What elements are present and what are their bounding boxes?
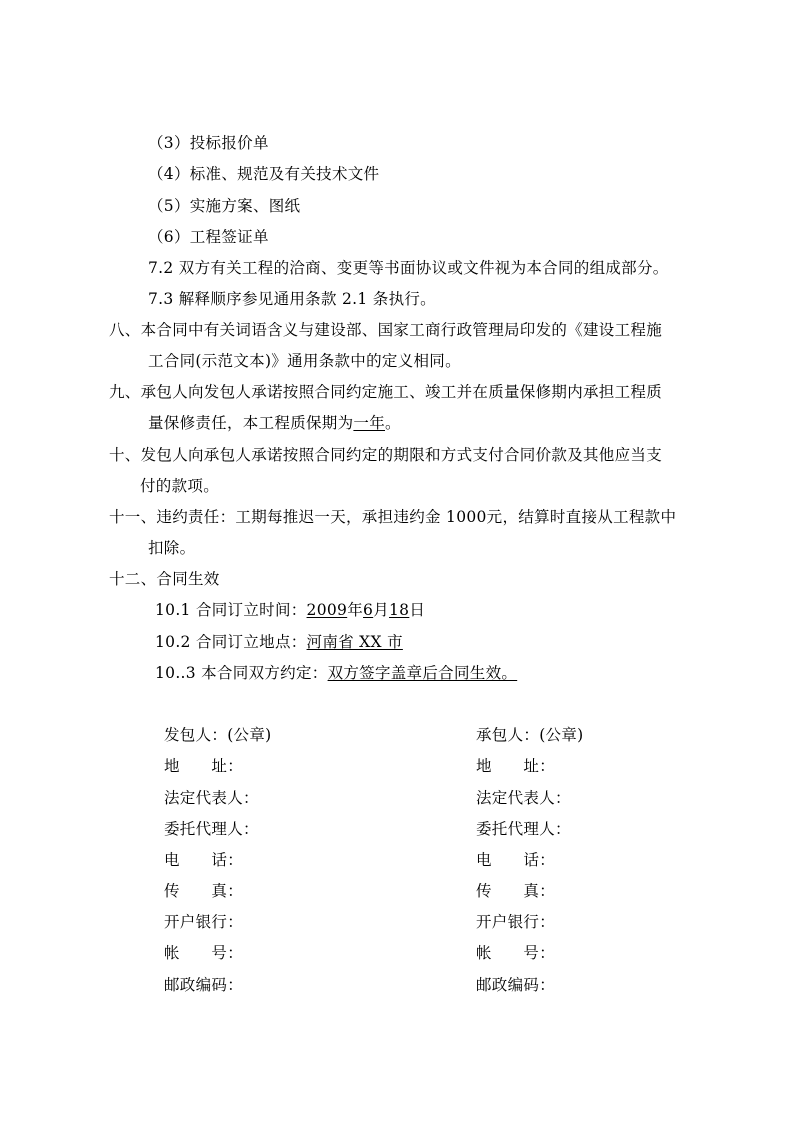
clause-11-line-1: 十一、违约责任：工期每推迟一天，承担违约金 1000元，结算时直接从工程款中 xyxy=(109,508,677,526)
item-5: （5）实施方案、图纸 xyxy=(148,197,301,215)
date-month-unit: 月 xyxy=(373,601,389,619)
employer-fax: 传 真： xyxy=(164,882,244,900)
place-label: 10.2 合同订立地点： xyxy=(155,633,307,651)
clause-12-heading: 十二、合同生效 xyxy=(109,570,220,588)
employer-account: 帐 号： xyxy=(164,944,244,962)
contractor-legal-rep: 法定代表人： xyxy=(476,789,571,807)
clause-10-line-1: 十、发包人向承包人承诺按照合同约定的期限和方式支付合同价款及其他应当支 xyxy=(109,446,663,464)
clause-7-3: 7.3 解释顺序参见通用条款 2.1 条执行。 xyxy=(148,290,436,308)
agreement-label: 10..3 本合同双方约定： xyxy=(155,664,328,682)
contractor-bank: 开户银行： xyxy=(476,913,556,931)
contract-agreement-line xyxy=(155,663,517,683)
item-3: （3）投标报价单 xyxy=(148,134,269,152)
clause-7-2: 7.2 双方有关工程的洽商、变更等书面协议或文件视为本合同的组成部分。 xyxy=(148,259,669,277)
contract-date-line xyxy=(155,600,425,620)
clause-9-line-2 xyxy=(148,413,401,433)
warranty-period: 一年 xyxy=(353,414,386,432)
clause-8-line-2: 工合同(示范文本)》通用条款中的定义相同。 xyxy=(148,352,461,370)
contractor-address: 地 址： xyxy=(476,757,556,775)
contract-place: 河南省 XX 市 xyxy=(306,633,403,651)
contractor-fax: 传 真： xyxy=(476,882,556,900)
item-6: （6）工程签证单 xyxy=(148,228,269,246)
contractor-account: 帐 号： xyxy=(476,944,556,962)
date-year: 2009 xyxy=(306,601,348,619)
employer-seal: 发包人：(公章) xyxy=(164,726,272,744)
employer-address: 地 址： xyxy=(164,757,244,775)
item-4: （4）标准、规范及有关技术文件 xyxy=(148,165,380,183)
clause-9-line-1: 九、承包人向发包人承诺按照合同约定施工、竣工并在质量保修期内承担工程质 xyxy=(109,383,663,401)
date-year-unit: 年 xyxy=(347,601,364,619)
date-day-unit: 日 xyxy=(409,601,426,619)
date-day: 18 xyxy=(389,601,410,619)
date-month: 6 xyxy=(363,601,374,619)
clause-11-line-2: 扣除。 xyxy=(148,539,196,557)
date-label: 10.1 合同订立时间： xyxy=(155,601,307,619)
contractor-seal: 承包人：(公章) xyxy=(476,726,584,744)
contractor-phone: 电 话： xyxy=(476,851,556,869)
employer-legal-rep: 法定代表人： xyxy=(164,789,259,807)
clause-8-line-1: 八、本合同中有关词语含义与建设部、国家工商行政管理局印发的《建设工程施 xyxy=(109,321,663,339)
agreement-text: 双方签字盖章后合同生效。 xyxy=(327,664,518,682)
employer-bank: 开户银行： xyxy=(164,913,244,931)
employer-postcode: 邮政编码： xyxy=(164,976,244,994)
clause-9-end: 。 xyxy=(385,414,401,432)
clause-9-text: 量保修责任，本工程质保期为 xyxy=(148,414,354,432)
clause-10-line-2: 付的款项。 xyxy=(140,477,220,495)
employer-phone: 电 话： xyxy=(164,851,244,869)
employer-agent: 委托代理人： xyxy=(164,820,259,838)
contractor-postcode: 邮政编码： xyxy=(476,976,556,994)
contract-place-line xyxy=(155,632,403,652)
contractor-agent: 委托代理人： xyxy=(476,820,571,838)
